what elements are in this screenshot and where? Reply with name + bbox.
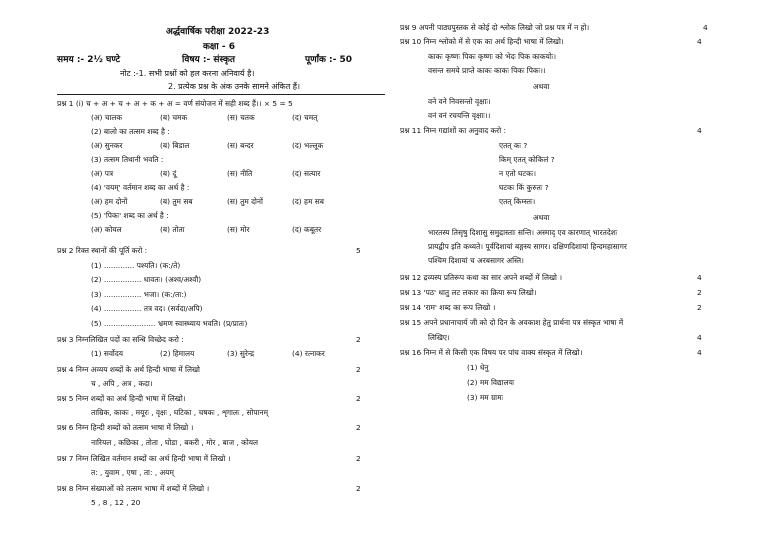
question-8-body: 5 , 8 , 12 , 20: [91, 498, 141, 507]
q2-item-1: (1) ............. पश्यति। (क:/ते): [91, 261, 181, 270]
q1-4-option-c: (स) तुम दोनों: [227, 197, 263, 206]
q2-item-2: (2) ................ धावतः। (अश्व/अश्वौ): [91, 275, 202, 284]
question-12: प्रश्न 12 द्रव्यस्य प्रतिरूप कथा का सार अपने शब्दों में लिखो ।: [400, 273, 563, 282]
question-13-marks: 2: [697, 288, 702, 297]
question-3-marks: 2: [356, 335, 361, 344]
question-1: प्रश्न 1 (i) च + अ + च + अ + क + अ = वर्ण संयोजन में सही शब्द हैं।। × 5 = 5: [57, 99, 293, 108]
question-8-marks: 2: [356, 484, 361, 493]
q1-2-option-d: (द) भल्लूक: [292, 141, 324, 150]
q1-4-option-b: (ब) तुम सब: [160, 197, 193, 206]
question-5-marks: 2: [356, 394, 361, 403]
question-7: प्रश्न 7 निम्न लिखित वर्तमान शब्दों का अर्थ हिन्दी भाषा में लिखो ।: [57, 454, 231, 463]
q1-5-option-d: (द) कबूतर: [292, 225, 322, 234]
q1-1-option-d: (द) चमत्: [292, 113, 318, 122]
question-2: प्रश्न 2 रिक्त स्थानों की पूर्ति करो :: [57, 246, 148, 255]
q1-1-option-b: (ब) चमक: [160, 113, 188, 122]
q11-line-1: एतत् कः ?: [499, 141, 528, 150]
q11-line-2: किम् एतत् कोकिलं ?: [499, 155, 555, 164]
question-14-marks: 2: [697, 303, 702, 312]
header-divider: [57, 94, 385, 95]
question-14: प्रश्न 14 'राम' शब्द का रूप लिखो ।: [400, 303, 496, 312]
q11-line-3: न एतो घटकः।: [499, 169, 537, 178]
question-11-marks: 4: [697, 126, 702, 135]
q16-topic-3: (3) मम ग्रामः: [467, 393, 504, 402]
q11-or: अथवा: [533, 213, 550, 222]
q3-item-1: (1) सर्वोदय: [91, 349, 124, 358]
q1-2-option-b: (ब) बिडाल: [160, 141, 190, 150]
q11-para-line-1: भारतस्य तिसृषु दिशासु समुद्रास्ताः सन्ति। अस्माद् एव कारणात् भारतदेशः: [428, 228, 618, 237]
q11-line-5: एतत् किम्स्तः।: [499, 197, 536, 206]
q1-3-question: (3) तत्सम तिथानी भवति :: [91, 155, 164, 164]
question-10-marks: 4: [697, 37, 702, 46]
q1-5-option-b: (ब) तोता: [160, 225, 185, 234]
note-1: नोट :-1. सभी प्रश्नों को हल करना अनिवार्य है।: [120, 69, 255, 78]
question-4-body: च , अपि , अत्र , कदा।: [91, 379, 153, 388]
q1-4-option-d: (द) हम सब: [292, 197, 324, 206]
question-6-body: नारियल , कछिका , तोता , घोडा , बकरी , मोर , बाज , कोयल: [91, 438, 259, 447]
question-11: प्रश्न 11 निम्न गद्यांशों का अनुवाद करो :: [400, 126, 506, 135]
class-label: कक्षा - 6: [203, 42, 235, 52]
note-2: 2. प्रत्येक प्रश्न के अंक उनके सामने अंकित हैं।: [168, 82, 301, 91]
q1-4-question: (4) 'वयम्' वर्तमान शब्द का अर्थ है :: [91, 183, 190, 192]
q3-item-3: (3) सुरेन्द्र: [227, 349, 255, 358]
question-10: प्रश्न 10 निम्न श्लोको में से एक का अर्थ हिन्दी भाषा में लिखो।: [400, 37, 564, 46]
question-8: प्रश्न 8 निम्न संख्याओं को तत्सम भाषा में शब्दों में लिखो ।: [57, 484, 210, 493]
question-3: प्रश्न 3 निम्नलिखित पदों का सन्धि विच्छेद करो :: [57, 335, 184, 344]
q2-item-5: (5) ...................... भ्रमण स्वास्थ्याय भवति। (प्र/प्रातः): [91, 319, 248, 328]
question-13: प्रश्न 13 'पठ' धातु लट लकार का क्रिया रूप लिखो।: [400, 288, 537, 297]
q2-item-4: (4) ................ तत्र वद। (सर्वदा/अपि): [91, 304, 203, 313]
question-15-marks: 4: [697, 333, 702, 342]
question-12-marks: 4: [697, 273, 702, 282]
question-16: प्रश्न 16 निम्न में से किसी एक विषय पर पांच वाक्य संस्कृत में लिखो।: [400, 348, 583, 357]
q1-1-option-c: (स) चतक: [227, 113, 255, 122]
question-7-body: त: , युवाम , एषा , ता: , अयम्: [91, 468, 174, 477]
q1-3-option-b: (ब) दूं: [160, 169, 177, 178]
q10-verse-1-line-1: काकः कृष्णः पिकः कृष्णः को भेदः पिक काकयोः।: [428, 52, 557, 61]
q1-1-option-a: (अ) चालक: [91, 113, 123, 122]
question-5-body: ताम्रिक, काकः , मयूरः , वृक्षः , घटिका , चषकः , शृगालः , सोपानम्: [91, 408, 269, 417]
exam-title: अर्द्धवार्षिक परीक्षा 2022-23: [166, 27, 270, 37]
q3-item-2: (2) हिमालय: [160, 349, 195, 358]
question-2-marks: 5: [356, 246, 361, 255]
q10-verse-1-line-2: वसन्त समये प्राप्ते काकः काकः पिकः पिकः।।: [428, 66, 546, 75]
q1-5-option-a: (अ) कोयल: [91, 225, 122, 234]
q16-topic-2: (2) मम विद्यालयः: [467, 378, 515, 387]
q1-2-question: (2) बालो का तत्सम शब्द है :: [91, 127, 170, 136]
subject-label: विषय :- संस्कृत: [182, 55, 235, 65]
q1-3-option-c: (स) नीति: [227, 169, 253, 178]
q10-or: अथवा: [533, 82, 550, 91]
q1-3-option-a: (अ) पत्र: [91, 169, 114, 178]
question-15-continued: लिखिए।: [428, 333, 450, 342]
question-4: प्रश्न 4 निम्न अव्यय शब्दों के अर्थ हिन्दी भाषा में लिखो: [57, 365, 200, 374]
q11-para-line-3: पश्चिम दिशायां च अरबसागर अस्ति।: [428, 256, 524, 265]
question-16-marks: 4: [697, 348, 702, 357]
q11-para-line-2: प्रायद्वीप इति कथ्यते। पूर्वदिशायां बङ्गस्य सागर। दक्षिणदिशायां हिन्दमहासागर: [428, 242, 627, 251]
question-7-marks: 2: [356, 454, 361, 463]
right-column: [395, 0, 768, 543]
q1-2-option-c: (स) बन्दर: [227, 141, 254, 150]
total-marks-label: पूर्णांक :- 50: [305, 55, 352, 65]
q2-item-3: (3) ................ भजा। (क:/ता:): [91, 290, 187, 299]
question-15: प्रश्न 15 अपने प्रधानाचार्य जी को दो दिन के अवकाश हेतु प्रार्थना पत्र संस्कृत भाषा में: [400, 318, 624, 327]
q1-4-option-a: (अ) हम दोनों: [91, 197, 128, 206]
question-9-marks: 4: [703, 23, 708, 32]
q10-verse-2-line-1: वने वने निवसन्तो वृक्षाः।: [428, 97, 491, 106]
question-6: प्रश्न 6 निम्न हिन्दी शब्दों को तत्सम भाषा में लिखो ।: [57, 423, 194, 432]
question-6-marks: 2: [356, 423, 361, 432]
q1-2-option-a: (अ) सुनकर: [91, 141, 123, 150]
q16-topic-1: (1) धेनु: [467, 363, 489, 372]
q3-item-4: (4) रत्नाकर: [292, 349, 325, 358]
question-5: प्रश्न 5 निम्न शब्दों का अर्थ हिन्दी भाषा में लिखो।: [57, 394, 186, 403]
question-4-marks: 2: [356, 365, 361, 374]
q1-5-option-c: (स) मोर: [227, 225, 250, 234]
q1-3-option-d: (द) सत्यार: [292, 169, 321, 178]
q11-line-4: घटकः किं कुरुतः ?: [499, 183, 549, 192]
q10-verse-2-line-2: वनं वनं रचयन्ति वृक्षाः।।: [428, 111, 491, 120]
question-9: प्रश्न 9 अपनी पाठ्यपुस्तक से कोई दो श्लोक लिखो जो प्रश्न पत्र में न हो।: [400, 23, 590, 32]
q1-5-question: (5) 'पिकः' शब्द का अर्थ है :: [91, 211, 169, 220]
time-label: समय :- 2½ घण्टे: [57, 55, 121, 65]
